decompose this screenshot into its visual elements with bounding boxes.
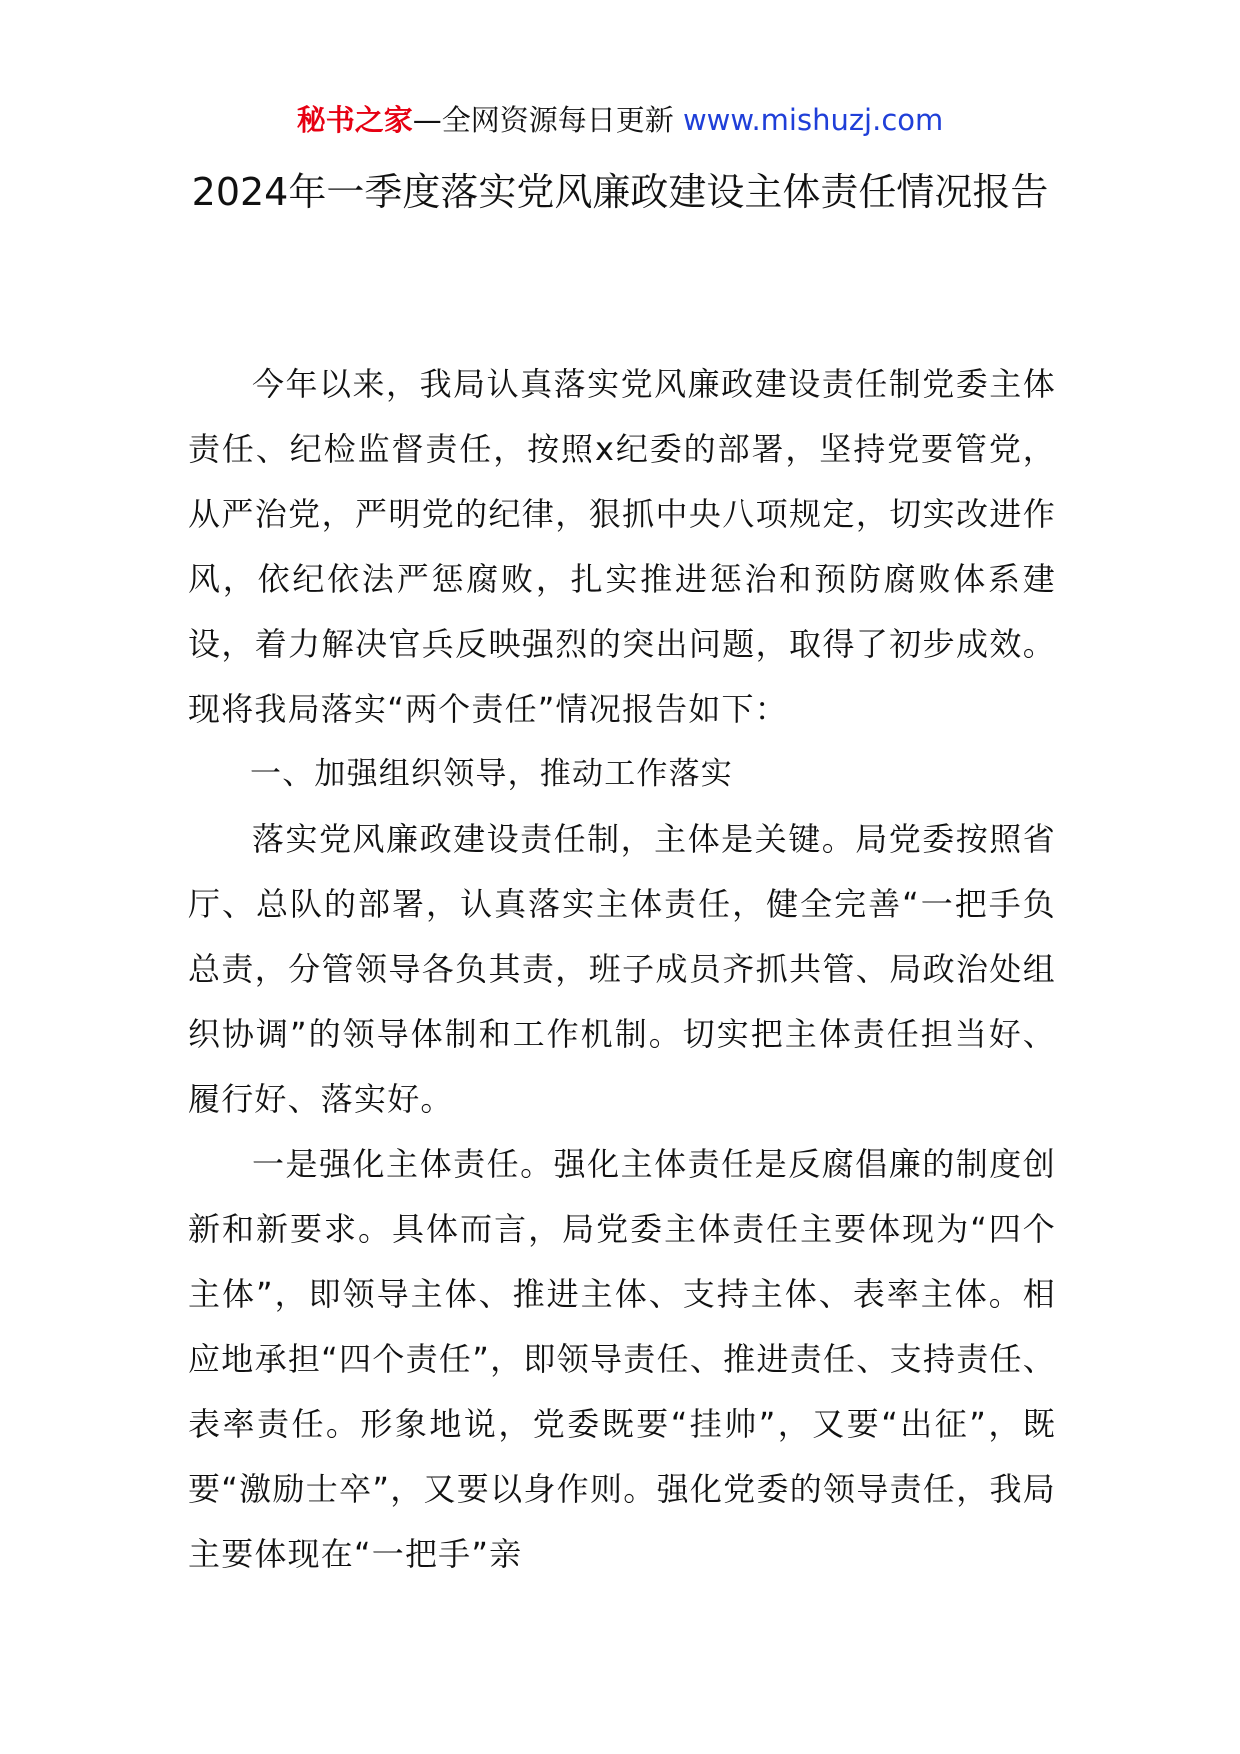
point-1-paragraph: 一是强化主体责任。强化主体责任是反腐倡廉的制度创新和新要求。具体而言，局党委主体责任主要体现为“四个主体”，即领导主体、推进主体、支持主体、表率主体。相应地承担“四个责任”，即领导责任、推进责任、支持责任、表率责任。形象地说，党委既要“挂帅”，又要“出征”，既要“激励士卒”，又要以身作则。强化党委的领导责任，我局主要体现在“一把手”亲 [188, 1145, 1056, 1573]
section-heading-1: 一、加强组织领导，推动工作落实 [250, 756, 733, 792]
site-header [0, 100, 1240, 140]
document-title: 2024年一季度落实党风廉政建设主体责任情况报告 [191, 170, 1049, 214]
brand-name: 秘书之家 [296, 103, 413, 137]
site-url-link[interactable]: www.mishuzj.com [682, 103, 944, 137]
document-body [188, 352, 1056, 1587]
intro-paragraph: 今年以来，我局认真落实党风廉政建设责任制党委主体责任、纪检监督责任，按照x纪委的部署，坚持党要管党，从严治党，严明党的纪律，狠抓中央八项规定，切实改进作风，依纪依法严惩腐败，扎实推进惩治和预防腐败体系建设，着力解决官兵反映强烈的突出问题，取得了初步成效。现将我局落实“两个责任”情况报告如下： [188, 365, 1056, 728]
header-tagline: —全网资源每日更新 [412, 103, 674, 137]
section-1-paragraph: 落实党风廉政建设责任制，主体是关键。局党委按照省厅、总队的部署，认真落实主体责任，健全完善“一把手负总责，分管领导各负其责，班子成员齐抓共管、局政治处组织协调”的领导体制和工作机制。切实把主体责任担当好、履行好、落实好。 [188, 820, 1056, 1118]
